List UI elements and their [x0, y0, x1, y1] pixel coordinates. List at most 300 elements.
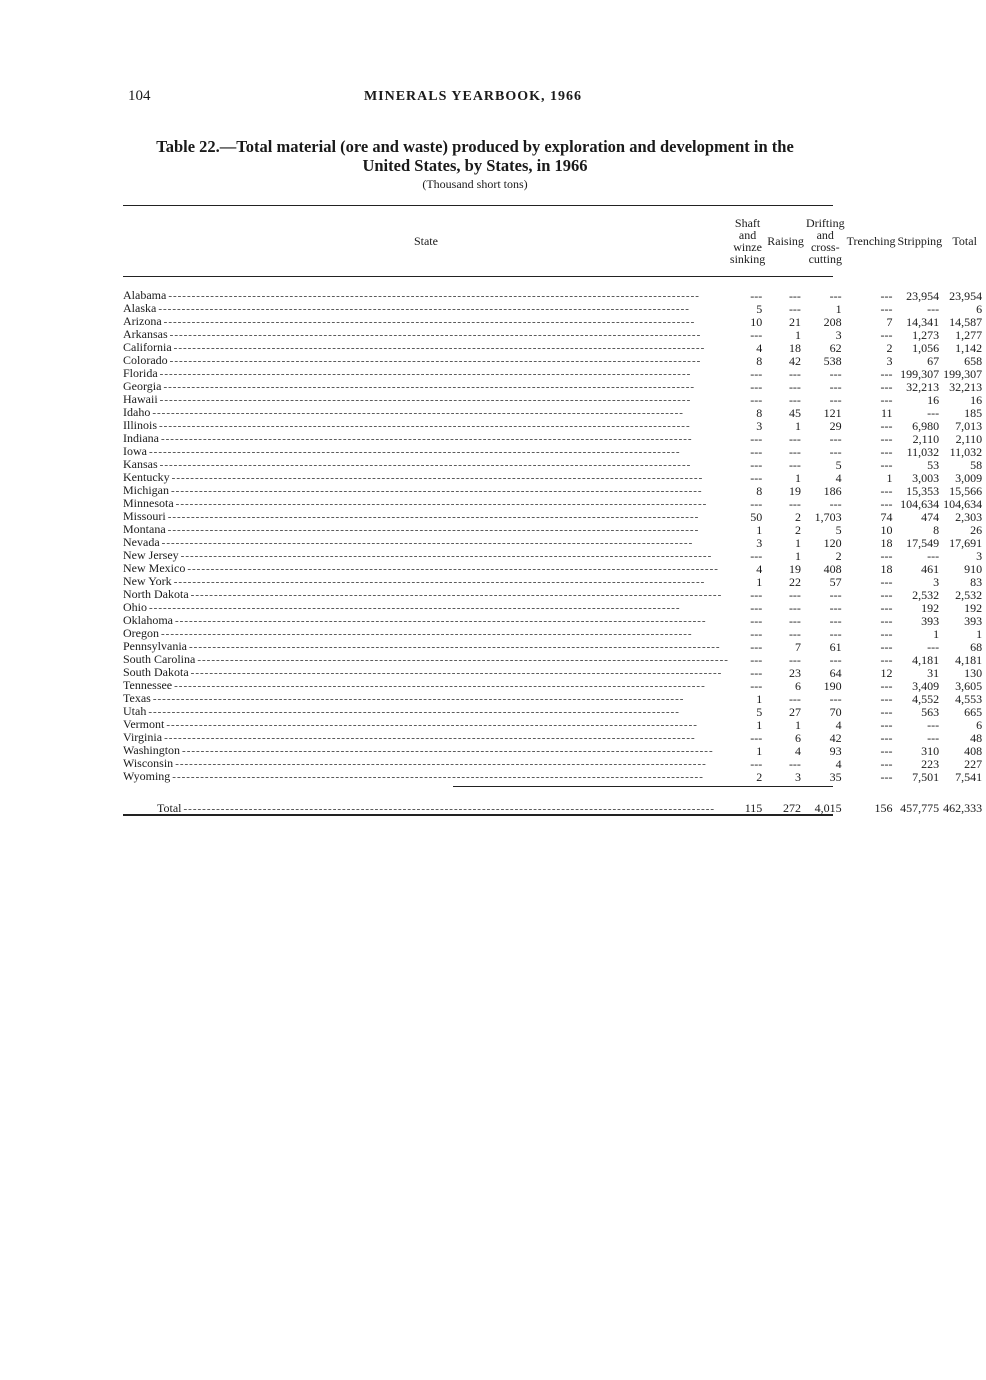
total-cell: 26 — [970, 522, 983, 537]
table-row — [123, 731, 986, 744]
dot-leader — [153, 693, 729, 705]
total-trenching-cell: 156 — [874, 801, 893, 815]
dot-leader — [175, 615, 729, 627]
drifting-cell: 2 — [835, 548, 842, 563]
total-cell: 7,541 — [955, 769, 983, 784]
state-name: Washington — [123, 743, 181, 757]
stripping-cell: 1 — [933, 626, 940, 641]
total-cell: 3 — [976, 548, 983, 563]
col-header-trenching: Trenching — [846, 234, 896, 248]
state-cell — [123, 341, 729, 354]
dot-leader — [168, 524, 729, 536]
shaft-cell: 1 — [756, 522, 763, 537]
trenching-cell: 1 — [886, 470, 893, 485]
stripping-cell: 67 — [927, 353, 940, 368]
total-cell: 23,954 — [949, 288, 983, 303]
raising-cell: --- — [788, 301, 801, 316]
shaft-cell: --- — [750, 457, 763, 472]
state-cell — [123, 640, 729, 653]
total-cell: 2,532 — [955, 587, 983, 602]
state-cell — [123, 380, 729, 393]
stripping-cell: 8 — [933, 522, 940, 537]
state-cell — [123, 549, 729, 562]
state-name: Hawaii — [123, 392, 158, 406]
trenching-cell: --- — [880, 444, 893, 459]
dot-leader — [191, 667, 729, 679]
state-cell — [123, 523, 729, 536]
shaft-cell: --- — [750, 431, 763, 446]
state-name: Alabama — [123, 288, 167, 302]
state-cell — [123, 679, 729, 692]
shaft-cell: --- — [750, 756, 763, 771]
state-cell — [123, 588, 729, 601]
state-cell — [123, 614, 729, 627]
raising-cell: 2 — [794, 509, 801, 524]
total-cell: 2,303 — [955, 509, 983, 524]
stripping-cell: 53 — [927, 457, 940, 472]
state-name: Indiana — [123, 431, 159, 445]
table-title-line-2: United States, by States, in 1966 — [362, 156, 588, 175]
dot-leader — [174, 342, 729, 354]
table-header — [123, 207, 986, 275]
state-name: Utah — [123, 704, 147, 718]
total-cell: 17,691 — [949, 535, 983, 550]
state-name: Michigan — [123, 483, 169, 497]
shaft-cell: --- — [750, 392, 763, 407]
state-name: New York — [123, 574, 172, 588]
shaft-cell: 3 — [756, 418, 763, 433]
shaft-cell: --- — [750, 639, 763, 654]
drifting-cell: 408 — [823, 561, 842, 576]
table-row — [123, 692, 986, 705]
drifting-cell: --- — [829, 600, 842, 615]
total-cell: 2,110 — [955, 431, 983, 446]
raising-cell: 19 — [788, 561, 801, 576]
total-total-cell: 462,333 — [943, 801, 983, 815]
shaft-cell: 4 — [756, 340, 763, 355]
shaft-cell: 2 — [756, 769, 763, 784]
trenching-cell: 10 — [880, 522, 893, 537]
stripping-cell: 11,032 — [906, 444, 940, 459]
col-header-drifting: Drifting and cross- cutting — [805, 216, 845, 266]
state-cell — [123, 718, 729, 731]
trenching-cell: --- — [880, 613, 893, 628]
drifting-cell: 190 — [823, 678, 842, 693]
trenching-cell: --- — [880, 639, 893, 654]
total-shaft-cell: 115 — [744, 801, 763, 815]
shaft-cell: 50 — [750, 509, 763, 524]
state-name: Idaho — [123, 405, 151, 419]
trenching-cell: --- — [880, 457, 893, 472]
stripping-cell: --- — [927, 301, 940, 316]
state-name: Pennsylvania — [123, 639, 187, 653]
table-row — [123, 757, 986, 770]
total-cell: 665 — [964, 704, 983, 719]
trenching-cell: --- — [880, 379, 893, 394]
total-cell: 7,013 — [955, 418, 983, 433]
shaft-cell: 1 — [756, 717, 763, 732]
state-name: Oklahoma — [123, 613, 173, 627]
trenching-cell: 18 — [880, 561, 893, 576]
dot-leader — [149, 446, 729, 458]
dot-leader — [189, 641, 729, 653]
running-title: MINERALS YEARBOOK, 1966 — [363, 89, 583, 104]
total-cell: 6 — [976, 717, 983, 732]
table-subtitle: (Thousand short tons) — [422, 177, 528, 191]
trenching-cell: --- — [880, 600, 893, 615]
dot-leader — [172, 771, 729, 783]
state-name: New Jersey — [123, 548, 179, 562]
col-header-shaft: Shaft and winze sinking — [729, 216, 766, 266]
dot-leader — [160, 368, 729, 380]
trenching-cell: --- — [880, 288, 893, 303]
total-cell: 48 — [970, 730, 983, 745]
state-cell — [123, 705, 729, 718]
state-name: Colorado — [123, 353, 168, 367]
stripping-cell: --- — [927, 548, 940, 563]
dot-leader — [172, 472, 729, 484]
table-row — [123, 614, 986, 627]
drifting-cell: 57 — [829, 574, 842, 589]
shaft-cell: --- — [750, 444, 763, 459]
drifting-cell: 93 — [829, 743, 842, 758]
table-row — [123, 640, 986, 653]
raising-cell: --- — [788, 444, 801, 459]
trenching-cell: 11 — [880, 405, 893, 420]
trenching-cell: --- — [880, 691, 893, 706]
trenching-cell: 2 — [886, 340, 893, 355]
total-row — [123, 797, 986, 819]
stripping-cell: 3,003 — [912, 470, 940, 485]
stripping-cell: 23,954 — [906, 288, 940, 303]
state-cell — [123, 367, 729, 380]
state-cell — [123, 601, 729, 614]
stripping-cell: 104,634 — [900, 496, 940, 511]
total-label-cell — [123, 797, 729, 819]
table-row — [123, 471, 986, 484]
drifting-cell: 3 — [835, 327, 842, 342]
raising-cell: --- — [788, 379, 801, 394]
raising-cell: 27 — [788, 704, 801, 719]
state-cell — [123, 471, 729, 484]
stripping-cell: 32,213 — [906, 379, 940, 394]
raising-cell: --- — [788, 652, 801, 667]
table-title — [120, 137, 830, 175]
trenching-cell: 3 — [886, 353, 893, 368]
raising-cell: 23 — [788, 665, 801, 680]
drifting-cell: --- — [829, 288, 842, 303]
drifting-cell: 4 — [835, 756, 842, 771]
drifting-cell: --- — [829, 444, 842, 459]
table-row — [123, 367, 986, 380]
state-cell — [123, 458, 729, 471]
trenching-cell: --- — [880, 626, 893, 641]
raising-cell: --- — [788, 431, 801, 446]
stripping-cell: --- — [927, 717, 940, 732]
state-name: Nevada — [123, 535, 160, 549]
state-name: California — [123, 340, 172, 354]
drifting-cell: --- — [829, 431, 842, 446]
stripping-cell: 192 — [921, 600, 940, 615]
stripping-cell: 4,552 — [912, 691, 940, 706]
table-row — [123, 341, 986, 354]
total-cell: 3,605 — [955, 678, 983, 693]
total-cell: 1 — [976, 626, 983, 641]
table-row — [123, 627, 986, 640]
state-cell — [123, 653, 729, 666]
stripping-cell: 3,409 — [912, 678, 940, 693]
trenching-cell: --- — [880, 704, 893, 719]
stripping-cell: 3 — [933, 574, 940, 589]
shaft-cell: --- — [750, 652, 763, 667]
table-row — [123, 601, 986, 614]
drifting-cell: --- — [829, 652, 842, 667]
table-body — [123, 275, 986, 819]
raising-cell: 4 — [794, 743, 801, 758]
state-name: Arkansas — [123, 327, 168, 341]
table-row — [123, 666, 986, 679]
dot-leader — [161, 433, 729, 445]
state-cell — [123, 575, 729, 588]
state-name: Texas — [123, 691, 151, 705]
raising-cell: 18 — [788, 340, 801, 355]
state-name: Georgia — [123, 379, 162, 393]
raising-cell: 19 — [788, 483, 801, 498]
table-row — [123, 406, 986, 419]
raising-cell: 22 — [788, 574, 801, 589]
shaft-cell: 8 — [756, 483, 763, 498]
stripping-cell: 15,353 — [906, 483, 940, 498]
state-cell — [123, 536, 729, 549]
stripping-cell: 7,501 — [912, 769, 940, 784]
shaft-cell: 1 — [756, 743, 763, 758]
raising-cell: --- — [788, 496, 801, 511]
drifting-cell: 120 — [823, 535, 842, 550]
dot-leader — [176, 498, 729, 510]
table-row — [123, 432, 986, 445]
trenching-cell: --- — [880, 678, 893, 693]
page-number: 104 — [128, 88, 151, 104]
state-cell — [123, 328, 729, 341]
stripping-cell: 393 — [921, 613, 940, 628]
total-cell: 14,587 — [949, 314, 983, 329]
raising-cell: --- — [788, 392, 801, 407]
state-cell — [123, 289, 729, 302]
total-cell: 1,142 — [955, 340, 983, 355]
table-row — [123, 419, 986, 432]
shaft-cell: --- — [750, 613, 763, 628]
raising-cell: 1 — [794, 535, 801, 550]
drifting-cell: --- — [829, 366, 842, 381]
dot-leader — [159, 420, 729, 432]
dot-leader — [182, 745, 729, 757]
stripping-cell: 474 — [921, 509, 940, 524]
state-name: Virginia — [123, 730, 163, 744]
shaft-cell: --- — [750, 379, 763, 394]
total-stripping-cell: 457,775 — [900, 801, 940, 815]
raising-cell: 1 — [794, 418, 801, 433]
total-cell: 130 — [964, 665, 983, 680]
table-row — [123, 497, 986, 510]
stripping-cell: --- — [927, 639, 940, 654]
state-cell — [123, 497, 729, 510]
table-row — [123, 523, 986, 536]
stripping-cell: 1,273 — [912, 327, 940, 342]
drifting-cell: 62 — [829, 340, 842, 355]
table-row — [123, 510, 986, 523]
drifting-cell: 5 — [835, 457, 842, 472]
stripping-cell: 199,307 — [900, 366, 940, 381]
dot-leader — [164, 316, 729, 328]
drifting-cell: 186 — [823, 483, 842, 498]
raising-cell: --- — [788, 613, 801, 628]
total-cell: 199,307 — [943, 366, 983, 381]
table-row — [123, 653, 986, 666]
total-cell: 6 — [976, 301, 983, 316]
stripping-cell: 1,056 — [912, 340, 940, 355]
drifting-cell: 4 — [835, 470, 842, 485]
state-name: South Dakota — [123, 665, 189, 679]
drifting-cell: 1 — [835, 301, 842, 316]
total-cell: 1,277 — [955, 327, 983, 342]
stripping-cell: 17,549 — [906, 535, 940, 550]
table-row — [123, 549, 986, 562]
state-name: Wyoming — [123, 769, 171, 783]
table-row — [123, 575, 986, 588]
drifting-cell: 538 — [823, 353, 842, 368]
dot-leader — [158, 303, 729, 315]
total-label: Total — [157, 800, 182, 815]
table-row — [123, 458, 986, 471]
state-name: Tennessee — [123, 678, 173, 692]
state-cell — [123, 744, 729, 757]
table-row — [123, 588, 986, 601]
trenching-cell: --- — [880, 431, 893, 446]
drifting-cell: --- — [829, 613, 842, 628]
drifting-cell: --- — [829, 587, 842, 602]
shaft-cell: 1 — [756, 574, 763, 589]
state-cell — [123, 627, 729, 640]
raising-cell: 42 — [788, 353, 801, 368]
raising-cell: --- — [788, 587, 801, 602]
total-cell: 3,009 — [955, 470, 983, 485]
dot-leader — [149, 602, 729, 614]
trenching-cell: 18 — [880, 535, 893, 550]
table-row — [123, 315, 986, 328]
total-cell: 32,213 — [949, 379, 983, 394]
total-cell: 4,181 — [955, 652, 983, 667]
raising-cell: 1 — [794, 717, 801, 732]
table-row — [123, 744, 986, 757]
raising-cell: 1 — [794, 470, 801, 485]
shaft-cell: --- — [750, 665, 763, 680]
data-table — [123, 207, 986, 819]
table-row — [123, 484, 986, 497]
raising-cell: 3 — [794, 769, 801, 784]
state-cell — [123, 354, 729, 367]
dot-leader — [170, 329, 729, 341]
total-cell: 15,566 — [949, 483, 983, 498]
shaft-cell: --- — [750, 626, 763, 641]
trenching-cell: --- — [880, 730, 893, 745]
raising-cell: --- — [788, 457, 801, 472]
state-name: Illinois — [123, 418, 158, 432]
trenching-cell: --- — [880, 418, 893, 433]
total-cell: 227 — [964, 756, 983, 771]
state-name: Ohio — [123, 600, 147, 614]
shaft-cell: --- — [750, 470, 763, 485]
trenching-cell: 12 — [880, 665, 893, 680]
drifting-cell: --- — [829, 496, 842, 511]
dot-leader — [148, 706, 729, 718]
state-name: Missouri — [123, 509, 166, 523]
state-cell — [123, 432, 729, 445]
shaft-cell: --- — [750, 678, 763, 693]
shaft-cell: --- — [750, 327, 763, 342]
state-cell — [123, 770, 729, 783]
dot-leader — [174, 576, 729, 588]
raising-cell: --- — [788, 600, 801, 615]
shaft-cell: --- — [750, 496, 763, 511]
stripping-cell: --- — [927, 730, 940, 745]
state-cell — [123, 393, 729, 406]
page-header — [128, 88, 818, 105]
drifting-cell: 5 — [835, 522, 842, 537]
table-title-line-1: Table 22.—Total material (ore and waste) produced by exploration and development in the — [156, 137, 794, 156]
table-row — [123, 289, 986, 302]
dot-leader — [168, 290, 729, 302]
total-cell: 11,032 — [949, 444, 983, 459]
total-cell: 408 — [964, 743, 983, 758]
table-row — [123, 770, 986, 783]
state-name: Kentucky — [123, 470, 170, 484]
raising-cell: --- — [788, 691, 801, 706]
stripping-cell: 2,110 — [912, 431, 940, 446]
raising-cell: 1 — [794, 327, 801, 342]
trenching-cell: --- — [880, 301, 893, 316]
shaft-cell: 4 — [756, 561, 763, 576]
drifting-cell: 121 — [823, 405, 842, 420]
total-raising-cell: 272 — [782, 801, 801, 815]
state-cell — [123, 510, 729, 523]
total-cell: 910 — [964, 561, 983, 576]
col-header-stripping: Stripping — [897, 234, 943, 248]
total-cell: 185 — [964, 405, 983, 420]
dot-leader — [160, 459, 729, 471]
total-cell: 16 — [970, 392, 983, 407]
drifting-cell: --- — [829, 392, 842, 407]
raising-cell: --- — [788, 366, 801, 381]
total-cell: 58 — [970, 457, 983, 472]
trenching-cell: --- — [880, 496, 893, 511]
dot-leader — [162, 537, 729, 549]
trenching-cell: 74 — [880, 509, 893, 524]
shaft-cell: --- — [750, 730, 763, 745]
state-name: Iowa — [123, 444, 147, 458]
dot-leader — [168, 511, 729, 523]
state-name: North Dakota — [123, 587, 189, 601]
stripping-cell: 6,980 — [912, 418, 940, 433]
raising-cell: --- — [788, 288, 801, 303]
state-name: Kansas — [123, 457, 158, 471]
state-cell — [123, 315, 729, 328]
total-cell: 4,553 — [955, 691, 983, 706]
table-row — [123, 718, 986, 731]
state-name: Florida — [123, 366, 158, 380]
shaft-cell: --- — [750, 366, 763, 381]
dot-leader — [197, 654, 729, 666]
table-row — [123, 393, 986, 406]
